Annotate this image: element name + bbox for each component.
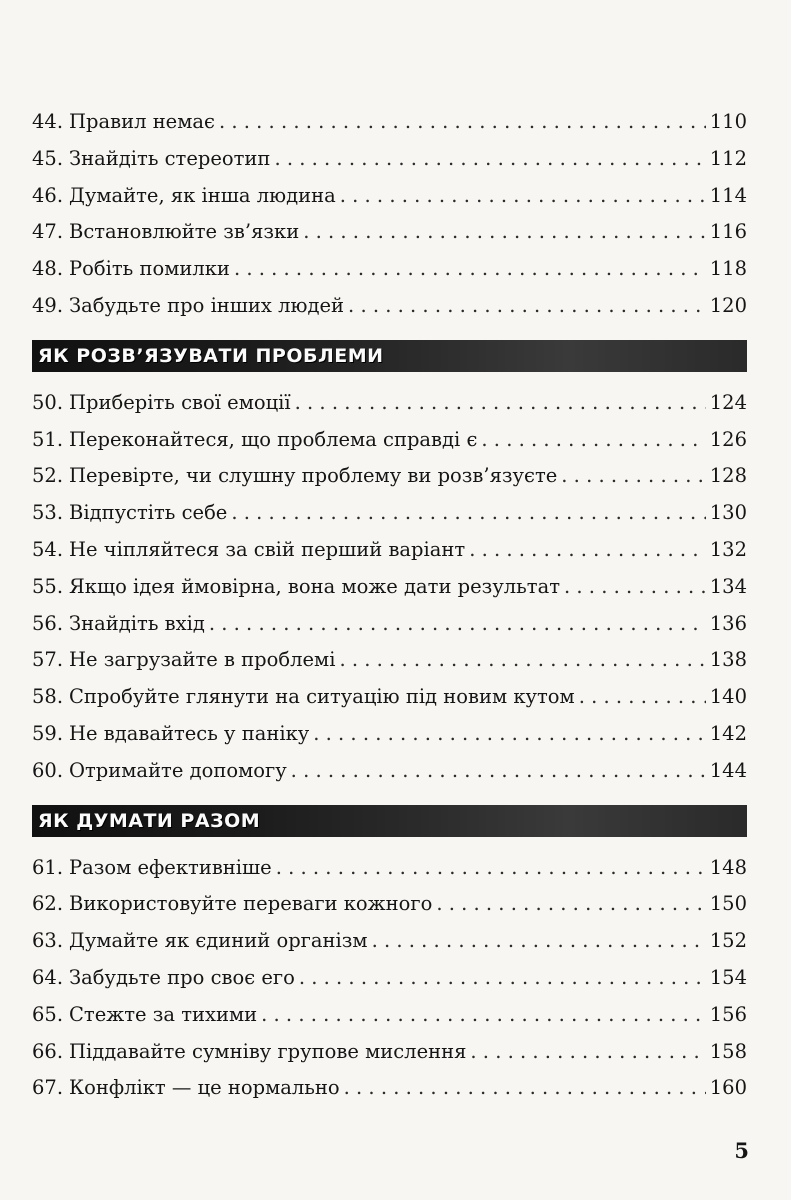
entry-page: 140 (709, 685, 747, 709)
dot-leader (274, 141, 705, 178)
dot-leader (303, 214, 706, 251)
entry-title: Спробуйте глянути на ситуацію під новим кутом (69, 685, 575, 709)
entry-number: 67. (32, 1076, 64, 1100)
toc-entry (32, 251, 747, 288)
toc-entry (32, 1070, 747, 1107)
entry-number: 56. (32, 611, 64, 635)
toc-entry (32, 288, 747, 325)
dot-leader (561, 458, 705, 495)
entry-number: 48. (32, 257, 64, 281)
entry-title: Якщо ідея ймовірна, вона може дати результат (69, 574, 561, 598)
entry-number: 58. (32, 685, 64, 709)
dot-leader (261, 997, 706, 1034)
toc-entry (32, 178, 747, 215)
toc-entry (32, 1034, 747, 1071)
dot-leader (481, 422, 705, 459)
entry-number: 60. (32, 758, 64, 782)
entry-page: 136 (709, 611, 747, 635)
toc-entry (32, 606, 747, 643)
entry-title: Конфлікт — це нормально (69, 1076, 340, 1100)
toc-entry (32, 104, 747, 141)
entry-number: 47. (32, 220, 64, 244)
toc-entry (32, 997, 747, 1034)
toc-entry (32, 679, 747, 716)
entry-page: 114 (709, 183, 747, 207)
toc-entry (32, 960, 747, 997)
dot-leader (291, 753, 706, 790)
table-of-contents (32, 104, 747, 1107)
toc-entry (32, 214, 747, 251)
dot-leader (276, 850, 706, 887)
entry-page: 110 (709, 110, 747, 133)
entry-title: Переконайтеся, що проблема справді є (69, 427, 478, 451)
entry-page: 138 (709, 648, 747, 672)
section-heading: ЯК РОЗВ’ЯЗУВАТИ ПРОБЛЕМИ (38, 344, 384, 367)
dot-leader (344, 1070, 706, 1107)
entry-page: 150 (709, 892, 747, 916)
dot-leader (436, 886, 705, 923)
toc-entry (32, 422, 747, 459)
toc-entry (32, 458, 747, 495)
entry-number: 63. (32, 929, 64, 953)
entry-number: 51. (32, 427, 64, 451)
dot-leader (339, 642, 705, 679)
entry-number: 54. (32, 537, 64, 561)
entry-page: 126 (709, 427, 747, 451)
dot-leader (564, 569, 706, 606)
dot-leader (340, 178, 706, 215)
entry-page: 158 (709, 1039, 747, 1063)
entry-title: Забудьте про своє его (69, 965, 295, 989)
entry-number: 52. (32, 464, 64, 488)
dot-leader (299, 960, 706, 997)
toc-section (32, 340, 747, 790)
toc-section (32, 104, 747, 325)
toc-entry (32, 886, 747, 923)
entry-title: Разом ефективніше (69, 855, 272, 879)
entry-title: Відпустіть себе (69, 501, 228, 525)
entry-title: Забудьте про інших людей (69, 293, 345, 317)
entry-title: Знайдіть вхід (69, 611, 205, 635)
entry-title: Не чіпляйтеся за свій перший варіант (69, 537, 466, 561)
entry-title: Приберіть свої емоції (69, 390, 291, 414)
entry-number: 46. (32, 183, 64, 207)
entry-number: 61. (32, 855, 64, 879)
entry-page: 118 (709, 257, 747, 281)
entry-number: 65. (32, 1002, 64, 1026)
entry-number: 53. (32, 501, 64, 525)
dot-leader (234, 251, 706, 288)
dot-leader (313, 716, 706, 753)
entry-page: 112 (709, 146, 747, 170)
entry-title: Піддавайте сумніву групове мислення (69, 1039, 467, 1063)
entry-number: 44. (32, 110, 64, 133)
entry-page: 128 (709, 464, 747, 488)
entry-page: 134 (709, 574, 747, 598)
entry-page: 120 (709, 293, 747, 317)
entry-title: Правил немає (69, 110, 215, 133)
entry-page: 152 (709, 929, 747, 953)
entry-title: Робіть помилки (69, 257, 230, 281)
dot-leader (219, 104, 706, 141)
dot-leader (579, 679, 706, 716)
entry-page: 116 (709, 220, 747, 244)
page-number: 5 (734, 1138, 749, 1163)
dot-leader (470, 1034, 705, 1071)
toc-entry (32, 716, 747, 753)
toc-entry (32, 495, 747, 532)
entry-page: 142 (709, 721, 747, 745)
dot-leader (295, 385, 706, 422)
entry-title: Не вдавайтесь у паніку (69, 721, 310, 745)
toc-entry (32, 569, 747, 606)
toc-entry (32, 385, 747, 422)
entry-title: Знайдіть стереотип (69, 146, 271, 170)
entry-page: 154 (709, 965, 747, 989)
dot-leader (469, 532, 706, 569)
entry-number: 57. (32, 648, 64, 672)
dot-leader (209, 606, 706, 643)
entry-title: Встановлюйте зв’язки (69, 220, 300, 244)
entry-number: 64. (32, 965, 64, 989)
toc-entry (32, 753, 747, 790)
entry-title: Не загрузайте в проблемі (69, 648, 336, 672)
entry-title: Думайте як єдиний організм (69, 929, 368, 953)
entry-title: Стежте за тихими (69, 1002, 258, 1026)
toc-entry (32, 532, 747, 569)
dot-leader (372, 923, 706, 960)
entry-page: 130 (709, 501, 747, 525)
entry-number: 62. (32, 892, 64, 916)
dot-leader (348, 288, 706, 325)
section-heading-bar (32, 805, 747, 837)
entry-page: 132 (709, 537, 747, 561)
entry-number: 49. (32, 293, 64, 317)
entry-number: 66. (32, 1039, 64, 1063)
entry-number: 59. (32, 721, 64, 745)
dot-leader (231, 495, 705, 532)
toc-entry (32, 923, 747, 960)
entry-title: Перевірте, чи слушну проблему ви розв’язуєте (69, 464, 558, 488)
entry-page: 124 (709, 390, 747, 414)
entry-page: 156 (709, 1002, 747, 1026)
toc-entry (32, 850, 747, 887)
section-heading-bar (32, 340, 747, 372)
entry-page: 160 (709, 1076, 747, 1100)
toc-entry (32, 642, 747, 679)
entry-title: Думайте, як інша людина (69, 183, 336, 207)
entry-page: 148 (709, 855, 747, 879)
entry-title: Отримайте допомогу (69, 758, 287, 782)
entry-number: 55. (32, 574, 64, 598)
toc-entry (32, 141, 747, 178)
entry-page: 144 (709, 758, 747, 782)
entry-number: 45. (32, 146, 64, 170)
entry-title: Використовуйте переваги кожного (69, 892, 433, 916)
entry-number: 50. (32, 390, 64, 414)
section-heading: ЯК ДУМАТИ РАЗОМ (38, 809, 261, 832)
toc-section (32, 805, 747, 1108)
